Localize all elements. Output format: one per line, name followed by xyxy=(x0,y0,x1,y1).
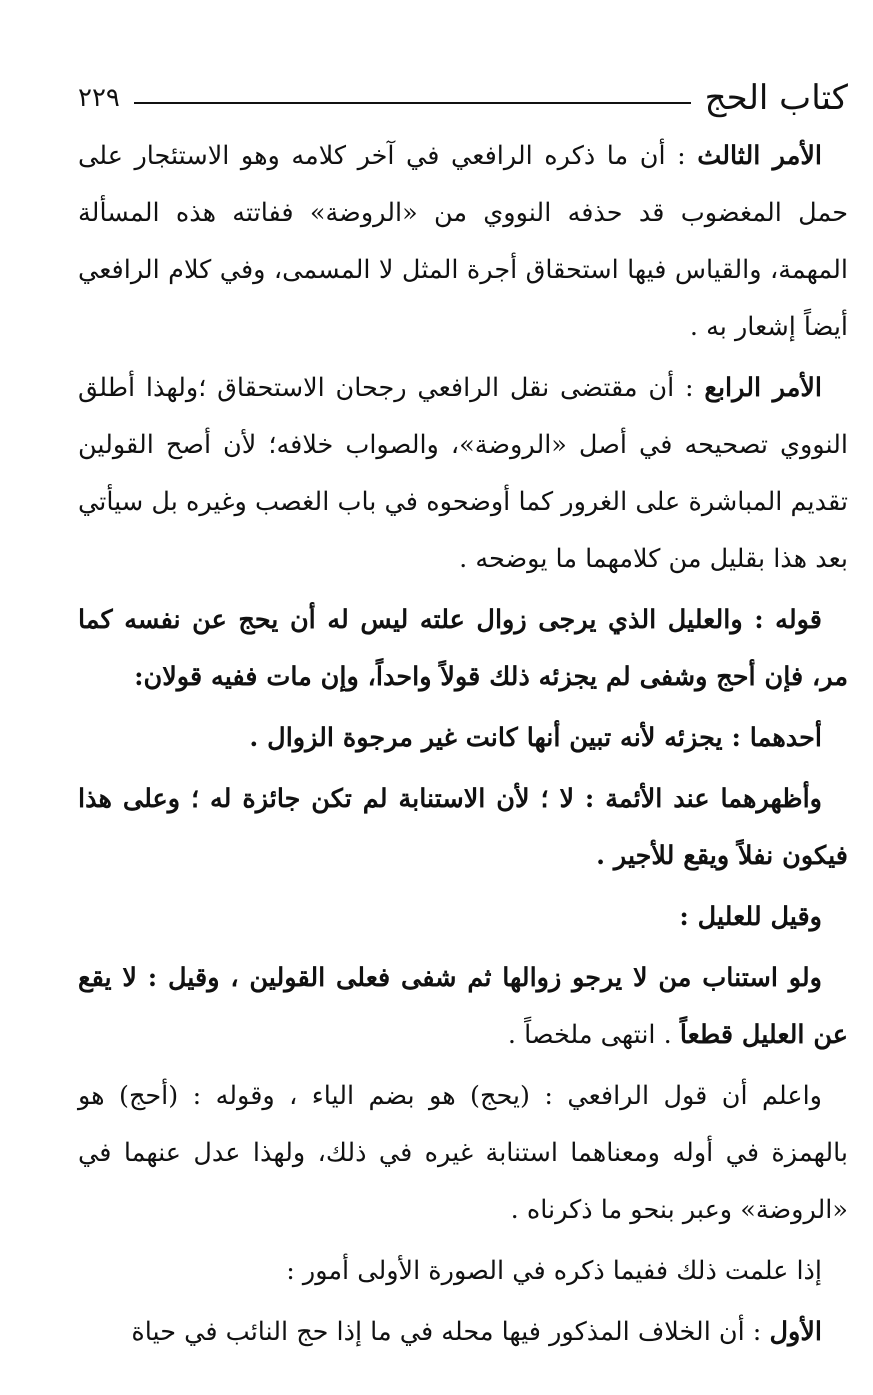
paragraph-tail: . انتهى ملخصاً . xyxy=(507,1020,680,1050)
page-number: ٢٢٩ xyxy=(78,83,120,113)
paragraph-text: : أن ما ذكره الرافعي في آخر كلامه وهو الاستئجار على حمل المغضوب قد حذفه النووي من «الروضة» ففاتته هذه المسألة المهمة، والقياس فيها استحقاق أجرة المثل لا المسمى، وفي كلام الرافعي أيضاً إشعار به . xyxy=(78,141,848,342)
paragraph-first-opinion xyxy=(78,710,848,767)
paragraph-fourth-matter xyxy=(78,360,848,588)
paragraph-third-matter xyxy=(78,128,848,356)
paragraph-stronger-opinion xyxy=(78,771,848,885)
paragraph-text: واعلم أن قول الرافعي : (يحج) هو بضم الياء ، وقوله : (أحج) هو بالهمزة في أوله ومعناهما استنابة غيره في ذلك، ولهذا عدل عنهما في «الروضة» وعبر بنحو ما ذكرناه . xyxy=(78,1081,848,1225)
header-title: كتاب الحج xyxy=(704,78,848,118)
paragraph-lead: الأمر الرابع xyxy=(704,373,822,403)
paragraph-lead: الأمر الثالث xyxy=(697,141,822,171)
paragraph-first-matter xyxy=(78,1304,848,1361)
paragraph-text: : أن مقتضى نقل الرافعي رجحان الاستحقاق ؛ولهذا أطلق النووي تصحيحه في أصل «الروضة»، والصواب خلافه؛ لأن أصح القولين تقديم المباشرة على الغرور كما أوضحوه في باب الغصب وغيره بل سيأتي بعد هذا بقليل من كلامهما ما يوضحه . xyxy=(78,373,848,574)
paragraph-text: قوله : والعليل الذي يرجى زوال علته ليس له أن يحج عن نفسه كما مر، فإن أحج وشفى لم يجزئه ذلك قولاً واحداً، وإن مات ففيه قولان: xyxy=(78,605,848,692)
paragraph-quote-ill xyxy=(78,592,848,706)
paragraph-know-that xyxy=(78,1068,848,1239)
paragraph-if-known xyxy=(78,1243,848,1300)
document-page xyxy=(78,70,848,1361)
paragraph-said-for-ill xyxy=(78,889,848,946)
paragraph-delegation xyxy=(78,950,848,1064)
paragraph-text: إذا علمت ذلك ففيما ذكره في الصورة الأولى أمور : xyxy=(286,1256,822,1286)
running-header xyxy=(78,70,848,126)
paragraph-text: : أن الخلاف المذكور فيها محله في ما إذا حج النائب في حياة xyxy=(131,1317,770,1347)
paragraph-lead: الأول xyxy=(769,1317,822,1347)
header-rule xyxy=(134,102,691,104)
paragraph-text: أحدهما : يجزئه لأنه تبين أنها كانت غير مرجوة الزوال . xyxy=(249,723,822,753)
paragraph-text: ولو استناب من لا يرجو زوالها ثم شفى فعلى القولين ، وقيل : لا يقع عن العليل قطعاً xyxy=(78,963,848,1050)
paragraph-text: وأظهرهما عند الأئمة : لا ؛ لأن الاستنابة لم تكن جائزة له ؛ وعلى هذا فيكون نفلاً ويقع للأجير . xyxy=(78,784,848,871)
paragraph-text: وقيل للعليل : xyxy=(679,902,822,932)
